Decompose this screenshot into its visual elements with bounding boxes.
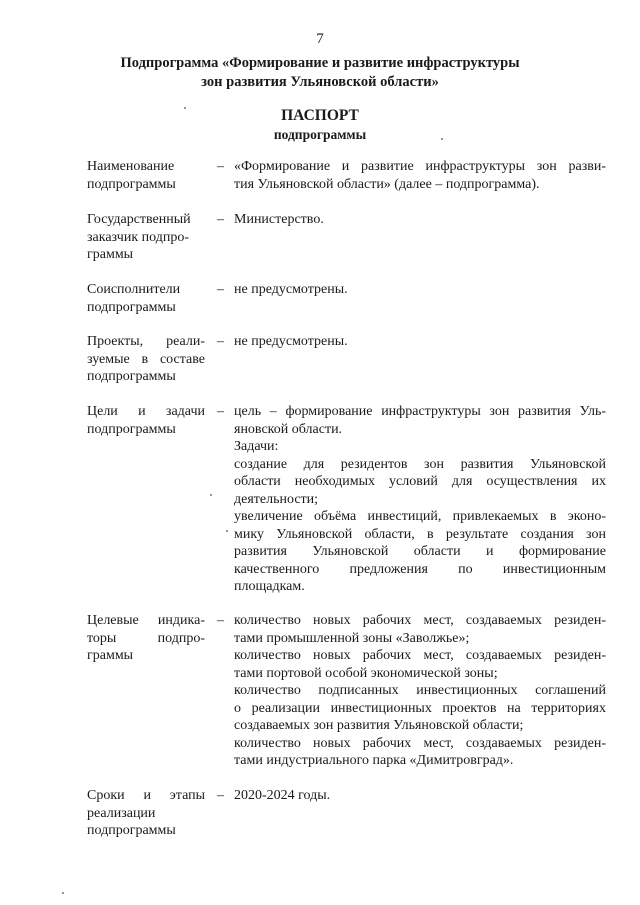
dash-separator: – xyxy=(217,788,224,803)
subprogram-title xyxy=(0,54,640,92)
value-line: количество новых рабочих мест, создаваемых резиден- xyxy=(234,648,606,663)
label-line: Проекты, реали- xyxy=(87,334,205,349)
label-line: Целевые индика- xyxy=(87,613,205,628)
label-line: Сроки и этапы xyxy=(87,788,205,803)
label-line: подпрограммы xyxy=(87,176,176,192)
row-value xyxy=(234,787,606,805)
dash-separator: – xyxy=(217,613,224,628)
value-line: создаваемых зон развития Ульяновской области; xyxy=(234,718,524,733)
row-value xyxy=(234,403,606,596)
label-line: граммы xyxy=(87,648,134,663)
page-number: 7 xyxy=(316,31,324,47)
label-line: Соисполнители xyxy=(87,282,181,297)
subprogram-title-line-1: Подпрограмма «Формирование и развитие инфраструктуры xyxy=(120,55,520,71)
value-line: «Формирование и развитие инфраструктуры зон разви- xyxy=(234,159,606,174)
value-line: площадкам. xyxy=(234,579,305,594)
value-line: 2020-2024 годы. xyxy=(234,788,331,803)
label-line: Государственный xyxy=(87,212,191,227)
label-line: подпрограммы xyxy=(87,823,176,838)
row-value xyxy=(234,211,606,229)
row-value xyxy=(234,333,606,351)
passport-heading-block xyxy=(0,106,640,144)
dash-separator: – xyxy=(217,404,224,419)
scan-speck xyxy=(184,107,186,109)
scan-speck xyxy=(226,530,228,532)
row-label xyxy=(87,281,205,316)
value-line: о реализации инвестиционных проектов на территориях xyxy=(234,700,606,716)
passport-heading: ПАСПОРТ xyxy=(281,107,359,124)
label-line: реализации xyxy=(87,805,156,821)
value-line: количество новых рабочих мест, создаваемых резиден- xyxy=(234,613,606,628)
value-line: количество новых рабочих мест, создаваемых резиден- xyxy=(234,735,606,751)
value-line: тия Ульяновской области» (далее – подпрограмма). xyxy=(234,176,540,192)
subprogram-title-line-2: зон развития Ульяновской области» xyxy=(201,74,439,90)
scan-speck xyxy=(441,138,443,140)
row-label xyxy=(87,333,205,386)
value-line: тами промышленной зоны «Заволжье»; xyxy=(234,630,470,646)
value-line: Министерство. xyxy=(234,212,324,227)
row-value xyxy=(234,158,606,193)
row-value xyxy=(234,612,606,770)
value-line: тами индустриального парка «Димитровград». xyxy=(234,753,514,768)
label-line: граммы xyxy=(87,247,134,262)
value-line: яновской области. xyxy=(234,421,343,437)
label-line: подпрограммы xyxy=(87,421,176,437)
dash-separator: – xyxy=(217,282,224,297)
value-line: количество подписанных инвестиционных соглашений xyxy=(234,683,606,698)
scan-speck xyxy=(62,892,64,894)
value-line: качественного предложения по инвестиционным xyxy=(234,561,606,577)
label-line: подпрограммы xyxy=(87,299,176,315)
row-label xyxy=(87,403,205,438)
dash-separator: – xyxy=(217,212,224,227)
value-line: цель – формирование инфраструктуры зон развития Уль- xyxy=(234,404,606,419)
value-line: деятельности; xyxy=(234,491,319,507)
scan-speck xyxy=(210,494,212,496)
value-line: развития Ульяновской области и формирование xyxy=(234,544,606,559)
row-value xyxy=(234,281,606,299)
value-line: мику Ульяновской области, в результате создания зон xyxy=(234,526,606,542)
value-line: области необходимых условий для осуществления их xyxy=(234,474,606,489)
dash-separator: – xyxy=(217,334,224,349)
label-line: Наименование xyxy=(87,159,175,174)
label-line: зуемые в составе xyxy=(87,351,205,367)
value-line: не предусмотрены. xyxy=(234,282,348,297)
row-label xyxy=(87,612,205,665)
dash-separator: – xyxy=(217,159,224,174)
value-line: Задачи: xyxy=(234,439,279,454)
row-label xyxy=(87,211,205,264)
label-line: подпрограммы xyxy=(87,369,176,384)
row-label xyxy=(87,787,205,840)
label-line: торы подпро- xyxy=(87,630,205,646)
row-label xyxy=(87,158,205,193)
value-line: тами портовой особой экономической зоны; xyxy=(234,665,498,681)
value-line: увеличение объёма инвестиций, привлекаемых в эконо- xyxy=(234,509,606,524)
label-line: заказчик подпро- xyxy=(87,229,189,245)
passport-subheading: подпрограммы xyxy=(273,127,367,142)
value-line: не предусмотрены. xyxy=(234,334,348,349)
value-line: создание для резидентов зон развития Ульяновской xyxy=(234,456,606,472)
label-line: Цели и задачи xyxy=(87,404,205,419)
